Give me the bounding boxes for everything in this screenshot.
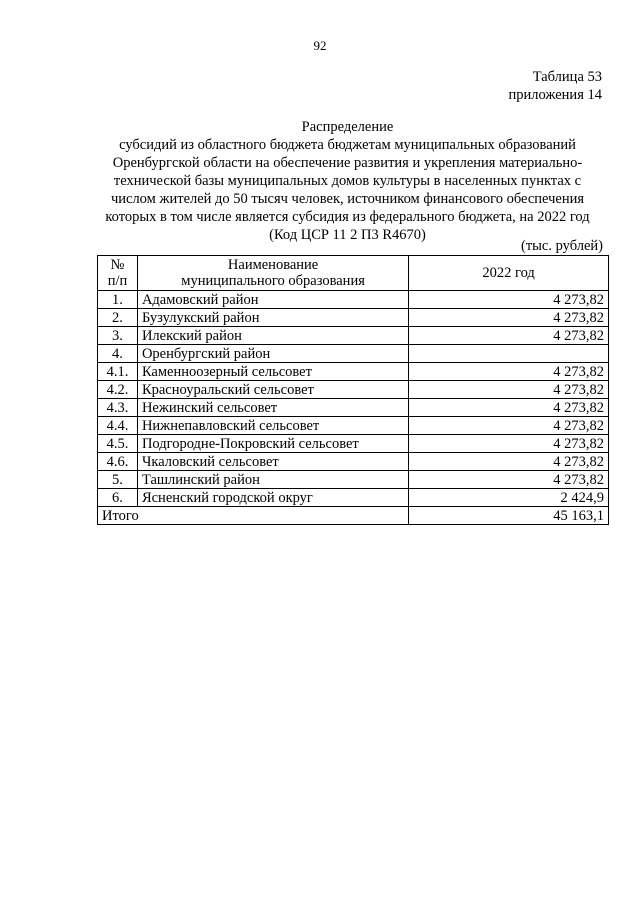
row-number: 2. (98, 309, 138, 327)
row-value: 4 273,82 (409, 471, 609, 489)
heading-line: Оренбургской области на обеспечение развития и укрепления материально- (112, 155, 583, 171)
row-name: Красноуральский сельсовет (137, 381, 408, 399)
subsidy-distribution-table (97, 255, 609, 525)
table-row (98, 291, 609, 309)
units-label: (тыс. рублей) (521, 238, 603, 254)
table-row (98, 363, 609, 381)
row-name: Адамовский район (137, 291, 408, 309)
header-year-2022: 2022 год (409, 256, 609, 291)
row-name: Ясненский городской округ (137, 489, 408, 507)
row-name: Оренбургский район (137, 345, 408, 363)
row-name: Ташлинский район (137, 471, 408, 489)
row-number: 4.5. (98, 435, 138, 453)
table-row (98, 327, 609, 345)
row-value: 4 273,82 (409, 327, 609, 345)
row-name: Илекский район (137, 327, 408, 345)
row-number: 4.1. (98, 363, 138, 381)
table-header-row (98, 256, 609, 291)
table-row (98, 345, 609, 363)
table-row (98, 471, 609, 489)
row-value: 4 273,82 (409, 363, 609, 381)
row-number: 1. (98, 291, 138, 309)
row-name: Чкаловский сельсовет (137, 453, 408, 471)
row-number: 4.6. (98, 453, 138, 471)
table-row (98, 489, 609, 507)
heading-line: Распределение (301, 119, 394, 135)
row-value: 4 273,82 (409, 381, 609, 399)
row-name: Нижнепавловский сельсовет (137, 417, 408, 435)
header-municipality-name: Наименование муниципального образования (137, 256, 408, 291)
page-number: 92 (313, 38, 327, 53)
table-row (98, 417, 609, 435)
total-label: Итого (98, 507, 409, 525)
row-value: 4 273,82 (409, 417, 609, 435)
heading-line: технической базы муниципальных домов культуры в населенных пунктах с (113, 173, 582, 189)
table-caption (509, 68, 602, 104)
row-name: Подгородне-Покровский сельсовет (137, 435, 408, 453)
row-number: 5. (98, 471, 138, 489)
row-name: Нежинский сельсовет (137, 399, 408, 417)
table-caption-line-1: Таблица 53 (532, 69, 602, 85)
table-row (98, 399, 609, 417)
row-value: 4 273,82 (409, 291, 609, 309)
row-number: 4. (98, 345, 138, 363)
row-number: 4.3. (98, 399, 138, 417)
heading-line: числом жителей до 50 тысяч человек, источником финансового обеспечения (110, 191, 585, 207)
total-value: 45 163,1 (409, 507, 609, 525)
heading-line: субсидий из областного бюджета бюджетам муниципальных образований (119, 137, 576, 153)
row-name: Бузулукский район (137, 309, 408, 327)
table-caption-line-2: приложения 14 (508, 87, 602, 103)
row-name: Каменноозерный сельсовет (137, 363, 408, 381)
table-row (98, 381, 609, 399)
row-number: 6. (98, 489, 138, 507)
table-row (98, 453, 609, 471)
row-value: 4 273,82 (409, 309, 609, 327)
row-number: 4.4. (98, 417, 138, 435)
row-value: 4 273,82 (409, 435, 609, 453)
row-number: 3. (98, 327, 138, 345)
table-row (98, 435, 609, 453)
heading-line: которых в том числе является субсидия из федерального бюджета, на 2022 год (105, 209, 590, 225)
row-value: 4 273,82 (409, 399, 609, 417)
document-heading (60, 118, 635, 244)
table-row (98, 309, 609, 327)
heading-line: (Код ЦСР 11 2 П3 R4670) (269, 227, 426, 243)
table-total-row (98, 507, 609, 525)
row-value: 2 424,9 (409, 489, 609, 507)
row-value (409, 345, 609, 363)
row-number: 4.2. (98, 381, 138, 399)
header-number: № п/п (98, 256, 138, 291)
row-value: 4 273,82 (409, 453, 609, 471)
